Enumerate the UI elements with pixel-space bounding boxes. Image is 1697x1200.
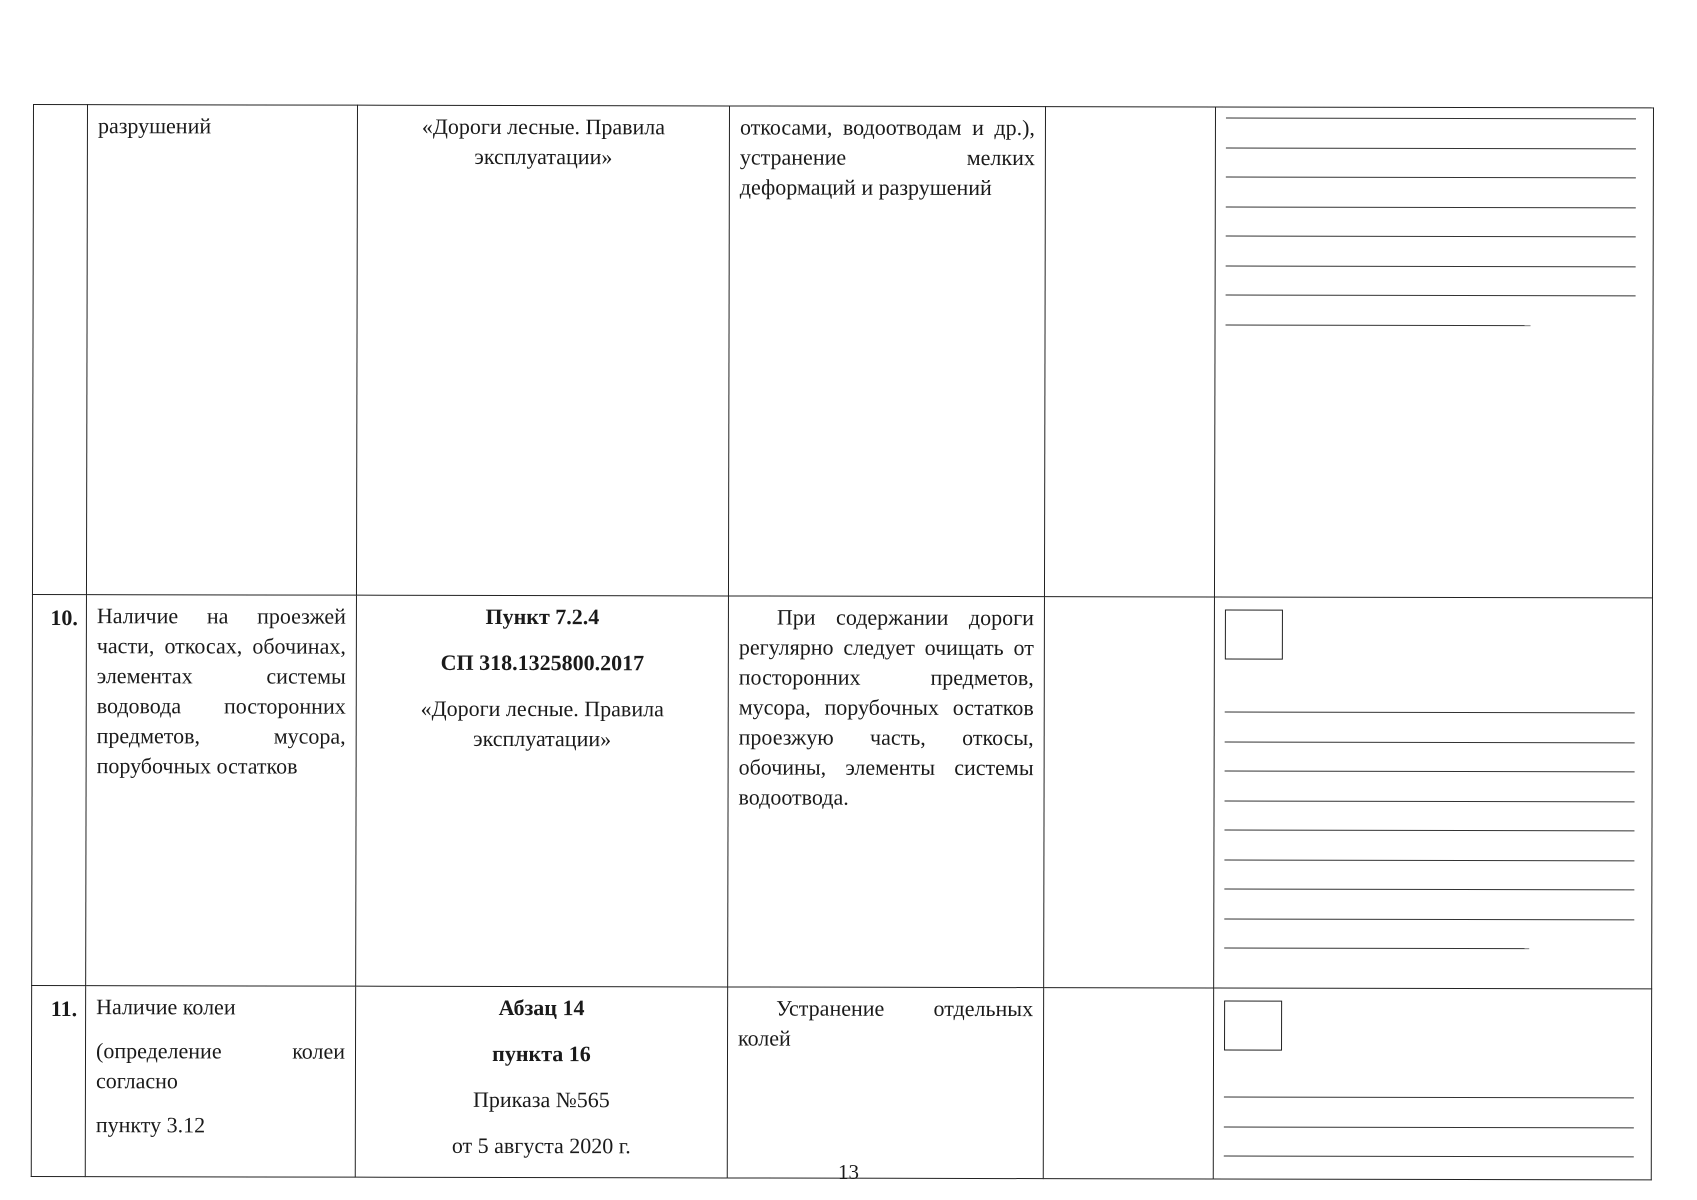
answer-line[interactable] (1226, 147, 1636, 149)
answer-cell (1214, 107, 1653, 598)
requirements-table (31, 104, 1654, 1180)
answer-line[interactable] (1226, 176, 1636, 178)
checkbox[interactable] (1224, 1000, 1282, 1050)
reference-standard: СП 318.1325800.2017 (440, 649, 645, 676)
answer-line[interactable] (1224, 859, 1634, 861)
answer-line[interactable] (1226, 206, 1636, 208)
requirement-text: разрушений (97, 113, 212, 139)
answer-line[interactable] (1226, 235, 1636, 237)
row-number: 11. (31, 985, 85, 1176)
description-cell (728, 596, 1045, 988)
reference-cell (356, 105, 729, 596)
empty-cell (1044, 107, 1215, 597)
reference-point: пункта 16 (492, 1040, 591, 1067)
answer-line[interactable] (1224, 918, 1634, 920)
answer-line[interactable] (1225, 770, 1635, 772)
checkbox[interactable] (1225, 609, 1283, 659)
answer-line[interactable] (1226, 324, 1531, 326)
answer-line[interactable] (1224, 1126, 1634, 1128)
answer-cell (1213, 988, 1651, 1180)
requirement-cell (86, 595, 357, 987)
answer-cell (1214, 597, 1653, 989)
requirement-text: пункту 3.12 (95, 1112, 206, 1138)
reference-text: «Дороги лесные. Правила эксплуатации» (421, 113, 666, 170)
table-row (31, 985, 1651, 1179)
table-row (32, 105, 1653, 598)
requirement-text: (определение колеи согласно (95, 1038, 346, 1094)
answer-line[interactable] (1224, 1096, 1634, 1098)
answer-line[interactable] (1224, 888, 1634, 890)
answer-line[interactable] (1226, 117, 1636, 119)
row-number: 10. (32, 595, 87, 986)
requirement-text: Наличие колеи (96, 994, 236, 1020)
requirement-text: Наличие на проезжей части, откосах, обочинах, элементах системы водовода посторонних предметов, мусора, порубочных остатков (96, 603, 346, 779)
page-number: 13 (838, 1160, 859, 1184)
answer-line[interactable] (1224, 829, 1634, 831)
row-number (32, 105, 87, 595)
reference-title: «Дороги лесные. Правила эксплуатации» (420, 695, 664, 752)
reference-date: от 5 августа 2020 г. (451, 1132, 631, 1159)
description-text: Устранение отдельных колей (738, 995, 1034, 1051)
reference-cell (356, 595, 729, 987)
answer-line[interactable] (1225, 800, 1635, 802)
description-cell: откосами, водоотводам и др.), устранение мелких деформаций и разрушений (728, 106, 1045, 597)
reference-point: Пункт 7.2.4 (485, 603, 600, 630)
description-cell (727, 987, 1043, 1179)
table-row (32, 595, 1653, 989)
answer-line[interactable] (1226, 265, 1636, 267)
answer-line[interactable] (1225, 741, 1635, 743)
description-text: При содержании дороги регулярно следует очищать от посторонних предметов, мусора, порубочных остатков проезжую часть, откосы, обочины, элементы системы водоотвода. (738, 604, 1034, 810)
requirement-cell (86, 105, 357, 596)
answer-line[interactable] (1224, 947, 1529, 949)
reference-cell (355, 986, 727, 1178)
reference-paragraph: Абзац 14 (498, 994, 585, 1021)
empty-cell (1044, 597, 1215, 988)
requirement-cell (85, 986, 355, 1178)
answer-line[interactable] (1224, 1155, 1634, 1157)
answer-line[interactable] (1225, 711, 1635, 713)
empty-cell (1043, 988, 1213, 1179)
answer-line[interactable] (1226, 294, 1636, 296)
reference-order: Приказа №565 (473, 1086, 610, 1113)
